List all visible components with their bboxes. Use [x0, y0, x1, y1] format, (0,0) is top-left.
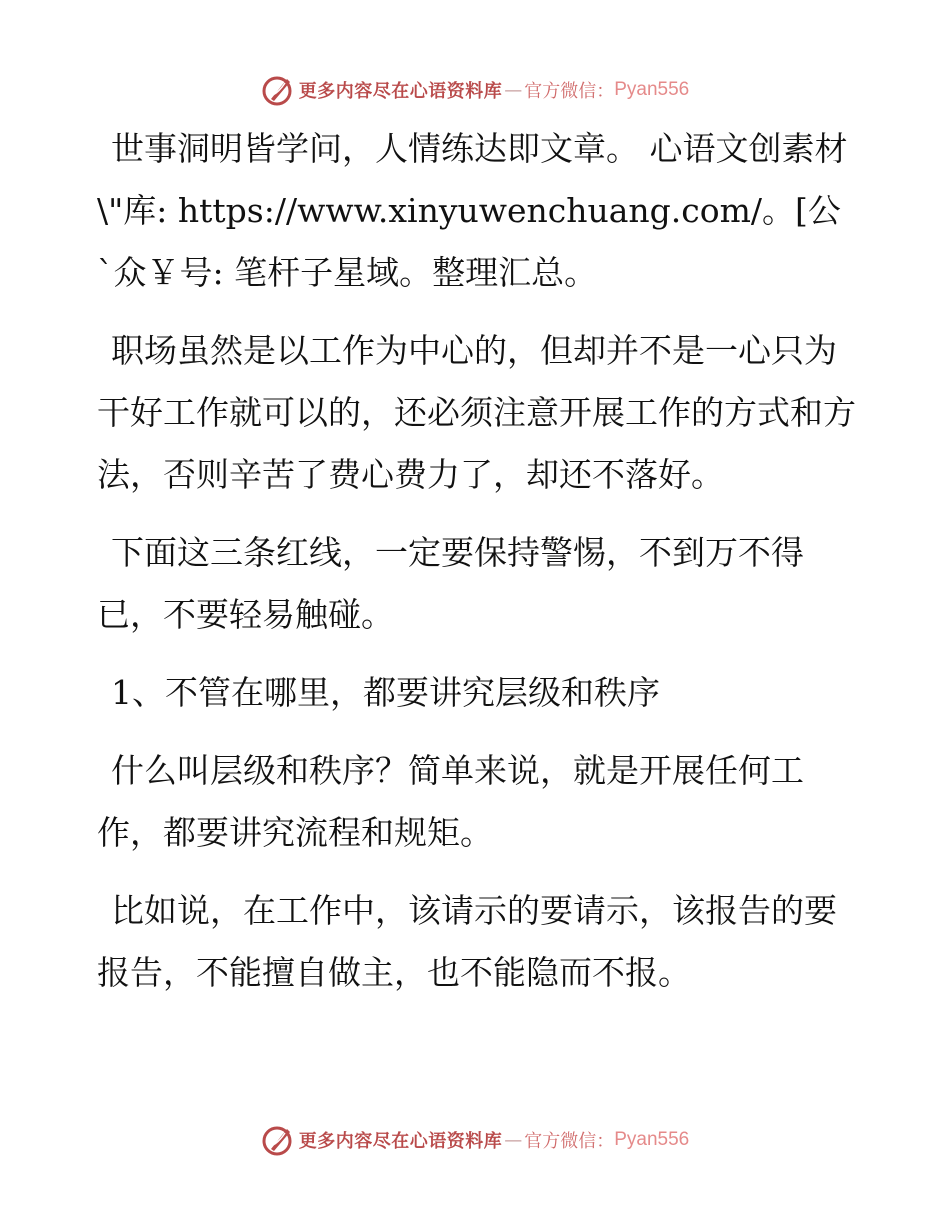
- banner-main-text: 更多内容尽在心语资料库: [298, 81, 503, 102]
- banner-main-text: 更多内容尽在心语资料库: [298, 1131, 503, 1152]
- section-heading: 1、不管在哪里，都要讲究层级和秩序: [111, 673, 660, 712]
- banner-wechat-label: 官方微信：: [524, 81, 615, 102]
- banner-wechat-id: Pyan556: [614, 79, 690, 100]
- paragraph: 什么叫层级和秩序？简单来说，就是开展任何工作，都要讲究流程和规矩。: [97, 751, 804, 852]
- banner-wechat-id: Pyan556: [614, 1129, 690, 1150]
- banner-dash: —: [504, 79, 523, 101]
- quill-logo-icon: [261, 73, 295, 107]
- paragraph: 下面这三条红线，一定要保持警惕，不到万不得已，不要轻易触碰。: [97, 533, 804, 634]
- banner-wechat-label: 官方微信：: [524, 1131, 615, 1152]
- banner-dash: —: [504, 1129, 523, 1151]
- paragraph: 世事洞明皆学问，人情练达即文章。 心语文创素材\"库: https://www.xinyuwenchuang.com/。[公`众￥号: 笔杆子星域。整理汇总。: [97, 129, 848, 292]
- paragraph: 比如说，在工作中，该请示的要请示，该报告的要报告，不能擅自做主，也不能隐而不报。: [97, 891, 837, 992]
- header-watermark: [0, 70, 950, 110]
- quill-logo-icon: [261, 1123, 295, 1157]
- paragraph: 职场虽然是以工作为中心的，但却并不是一心只为干好工作就可以的，还必须注意开展工作的方式和方法，否则辛苦了费心费力了，却还不落好。: [97, 331, 856, 494]
- document-body: [97, 118, 857, 1020]
- footer-watermark: [0, 1120, 950, 1160]
